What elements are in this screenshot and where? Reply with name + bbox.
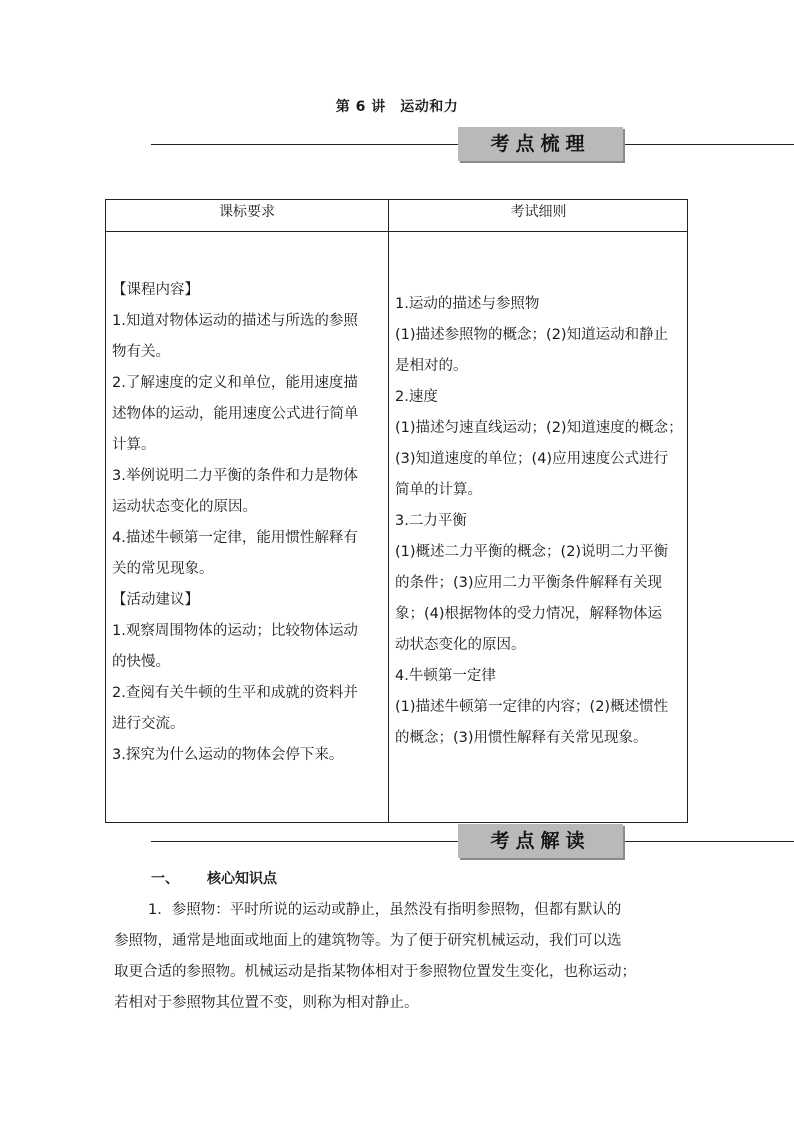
- table-header-exam-details: 考试细则: [510, 204, 567, 220]
- page-title: 第 6 讲 运动和力: [335, 99, 459, 115]
- section-label: 考点梳理: [458, 127, 623, 161]
- curriculum-line: 【活动建议】: [112, 592, 199, 608]
- exam-details-cell: [395, 289, 685, 754]
- curriculum-line: 进行交流。: [112, 716, 185, 732]
- exam-detail-line: 象；(4)根据物体的受力情况，解释物体运: [395, 606, 663, 622]
- curriculum-line: 运动状态变化的原因。: [112, 499, 257, 515]
- exam-detail-line: 简单的计算。: [395, 482, 482, 498]
- paragraph-line: 1．参照物：平时所说的运动或静止，虽然没有指明参照物，但都有默认的: [148, 902, 622, 918]
- curriculum-line: 3.探究为什么运动的物体会停下来。: [112, 747, 344, 763]
- curriculum-line: 计算。: [112, 437, 156, 453]
- exam-detail-line: (1)描述参照物的概念；(2)知道运动和静止: [395, 327, 669, 343]
- exam-detail-line: 的条件；(3)应用二力平衡条件解释有关现: [395, 575, 663, 591]
- paragraph-line: 若相对于参照物其位置不变，则称为相对静止。: [114, 995, 419, 1011]
- curriculum-line: 3.举例说明二力平衡的条件和力是物体: [112, 468, 358, 484]
- section-header-interpretation: [0, 824, 794, 864]
- curriculum-line: 2.了解速度的定义和单位，能用速度描: [112, 375, 358, 391]
- curriculum-line: 述物体的运动，能用速度公式进行简单: [112, 406, 359, 422]
- curriculum-line: 1.知道对物体运动的描述与所选的参照: [112, 313, 358, 329]
- requirements-table: [105, 199, 688, 823]
- exam-detail-line: 是相对的。: [395, 358, 468, 374]
- heading-text: 核心知识点: [207, 871, 277, 887]
- exam-detail-line: (1)概述二力平衡的概念；(2)说明二力平衡: [395, 544, 669, 560]
- heading-number: 一、: [151, 871, 179, 887]
- curriculum-line: 的快慢。: [112, 654, 170, 670]
- exam-detail-line: 3.二力平衡: [395, 513, 467, 529]
- table-header-curriculum: 课标要求: [219, 204, 275, 220]
- paragraph-line: 取更合适的参照物。机械运动是指某物体相对于参照物位置发生变化，也称运动；: [114, 964, 636, 980]
- exam-detail-line: (3)知道速度的单位；(4)应用速度公式进行: [395, 451, 669, 467]
- exam-detail-line: (1)描述匀速直线运动；(2)知道速度的概念；: [395, 420, 683, 436]
- paragraph-line: 参照物，通常是地面或地面上的建筑物等。为了便于研究机械运动，我们可以选: [114, 933, 622, 949]
- curriculum-cell: [112, 275, 384, 771]
- exam-detail-line: 4.牛顿第一定律: [395, 668, 496, 684]
- body-paragraph: [114, 895, 684, 1019]
- curriculum-line: 2.查阅有关牛顿的生平和成就的资料并: [112, 685, 358, 701]
- table-column-divider: [388, 200, 389, 822]
- section-header-review: [0, 127, 794, 167]
- table-header-divider: [106, 231, 687, 232]
- curriculum-line: 物有关。: [112, 344, 170, 360]
- exam-detail-line: 2.速度: [395, 389, 438, 405]
- section-label: 考点解读: [458, 824, 623, 858]
- curriculum-line: 【课程内容】: [112, 282, 199, 298]
- curriculum-line: 4.描述牛顿第一定律，能用惯性解释有: [112, 530, 358, 546]
- exam-detail-line: (1)描述牛顿第一定律的内容；(2)概述惯性: [395, 699, 669, 715]
- subsection-heading: [151, 868, 277, 888]
- exam-detail-line: 1.运动的描述与参照物: [395, 296, 540, 312]
- exam-detail-line: 动状态变化的原因。: [395, 637, 526, 653]
- curriculum-line: 1.观察周围物体的运动；比较物体运动: [112, 623, 358, 639]
- exam-detail-line: 的概念；(3)用惯性解释有关常见现象。: [395, 730, 648, 746]
- curriculum-line: 关的常见现象。: [112, 561, 214, 577]
